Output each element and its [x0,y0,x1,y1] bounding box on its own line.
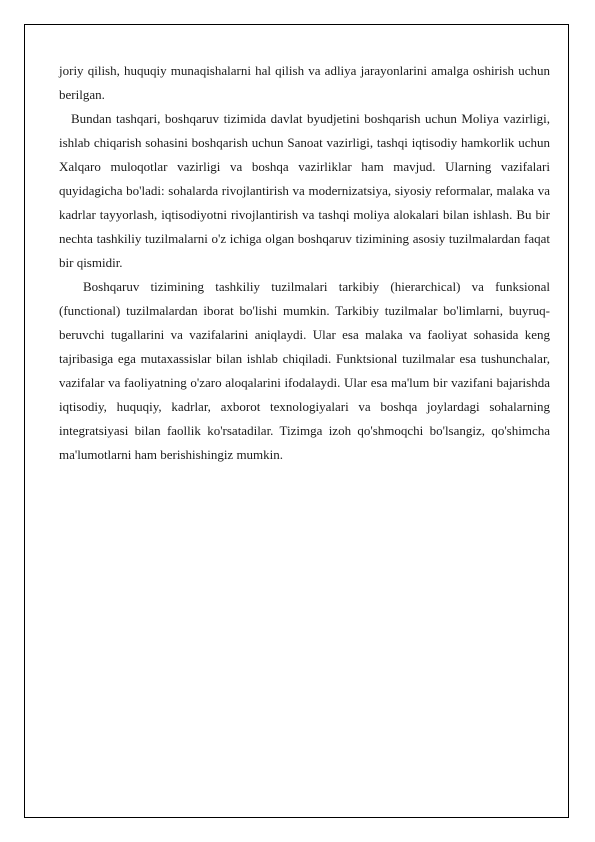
paragraph-continuation: joriy qilish, huquqiy munaqishalarni hal qilish va adliya jarayonlarini amalga oshirish uchun berilgan. [59,63,550,102]
paragraph-structures: Boshqaruv tizimining tashkiliy tuzilmalari tarkibiy (hierarchical) va funksional (functional) tuzilmalardan iborat bo'lishi mumkin. Tarkibiy tuzilmalar bo'limlarni, buyruq-beruvchi tugallarini va vazifalarini aniqlaydi. Ular esa malaka va faoliyat sohasida keng tajribasiga ega mutaxassislar bilan ishlab chiqiladi. Funktsional tuzilmalar esa tushunchalar, vazifalar va faoliyatning o'zaro aloqalarini ifodalaydi. Ular esa ma'lum bir vazifani bajarishda iqtisodiy, huquqiy, kadrlar, axborot texnologiyalari va boshqa joylardagi sohalarning integratsiyasi bilan faollik ko'rsatadilar. Tizimga izoh qo'shmoqchi bo'lsangiz, qo'shimcha ma'lumotlarni ham berishishingiz mumkin. [59,279,550,462]
document-body [59,59,550,467]
paragraph-ministries: Bundan tashqari, boshqaruv tizimida davlat byudjetini boshqarish uchun Moliya vazirligi, ishlab chiqarish sohasini boshqarish uchun Sanoat vazirligi, tashqi iqtisodiy hamkorlik uchun Xalqaro muloqotlar vazirligi va boshqa vazirliklar ham mavjud. Ularning vazifalari quyidagicha bo'ladi: sohalarda rivojlantirish va modernizatsiya, siyosiy reformalar, malaka va kadrlar tayyorlash, iqtisodiyotni rivojlantirish va tashqi moliya alokalari bilan ishlash. Bu bir nechta tashkiliy tuzilmalarni o'z ichiga olgan boshqaruv tizimining asosiy tuzilmalardan faqat bir qismidir. [59,111,550,270]
